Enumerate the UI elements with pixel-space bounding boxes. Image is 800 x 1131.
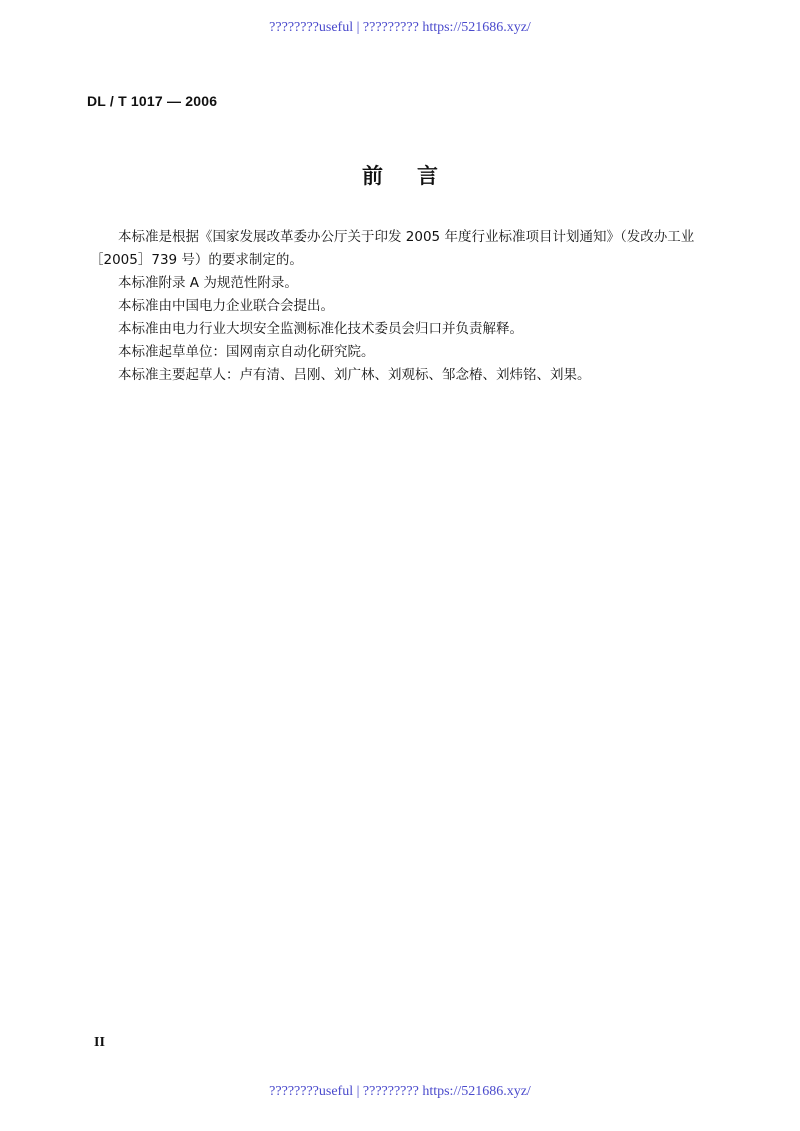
foreword-body: [90, 226, 730, 387]
watermark-top-link[interactable]: ????????useful | ????????? https://521686.xyz/: [269, 20, 531, 35]
standard-code-header: DL / T 1017 — 2006: [87, 93, 218, 109]
watermark-bottom-link[interactable]: ????????useful | ????????? https://521686.xyz/: [269, 1084, 531, 1099]
paragraph-proposer: 本标准由中国电力企业联合会提出。: [118, 298, 334, 314]
paragraph-responsible: 本标准由电力行业大坝安全监测标准化技术委员会归口并负责解释。: [118, 321, 523, 337]
page-number: II: [94, 1035, 105, 1050]
paragraph-basis-line1: 本标准是根据《国家发展改革委办公厅关于印发 2005 年度行业标准项目计划通知》（发改办工业: [118, 229, 695, 245]
page-title: 前言: [362, 164, 472, 188]
paragraph-basis: [90, 226, 730, 272]
paragraph-drafters: 本标准主要起草人：卢有清、吕刚、刘广林、刘观标、邹念椿、刘炜铭、刘果。: [118, 367, 591, 383]
paragraph-basis-line2: ［2005］739 号）的要求制定的。: [90, 252, 303, 268]
paragraph-appendix: 本标准附录 A 为规范性附录。: [118, 275, 298, 291]
paragraph-drafting-unit: 本标准起草单位：国网南京自动化研究院。: [118, 344, 375, 360]
